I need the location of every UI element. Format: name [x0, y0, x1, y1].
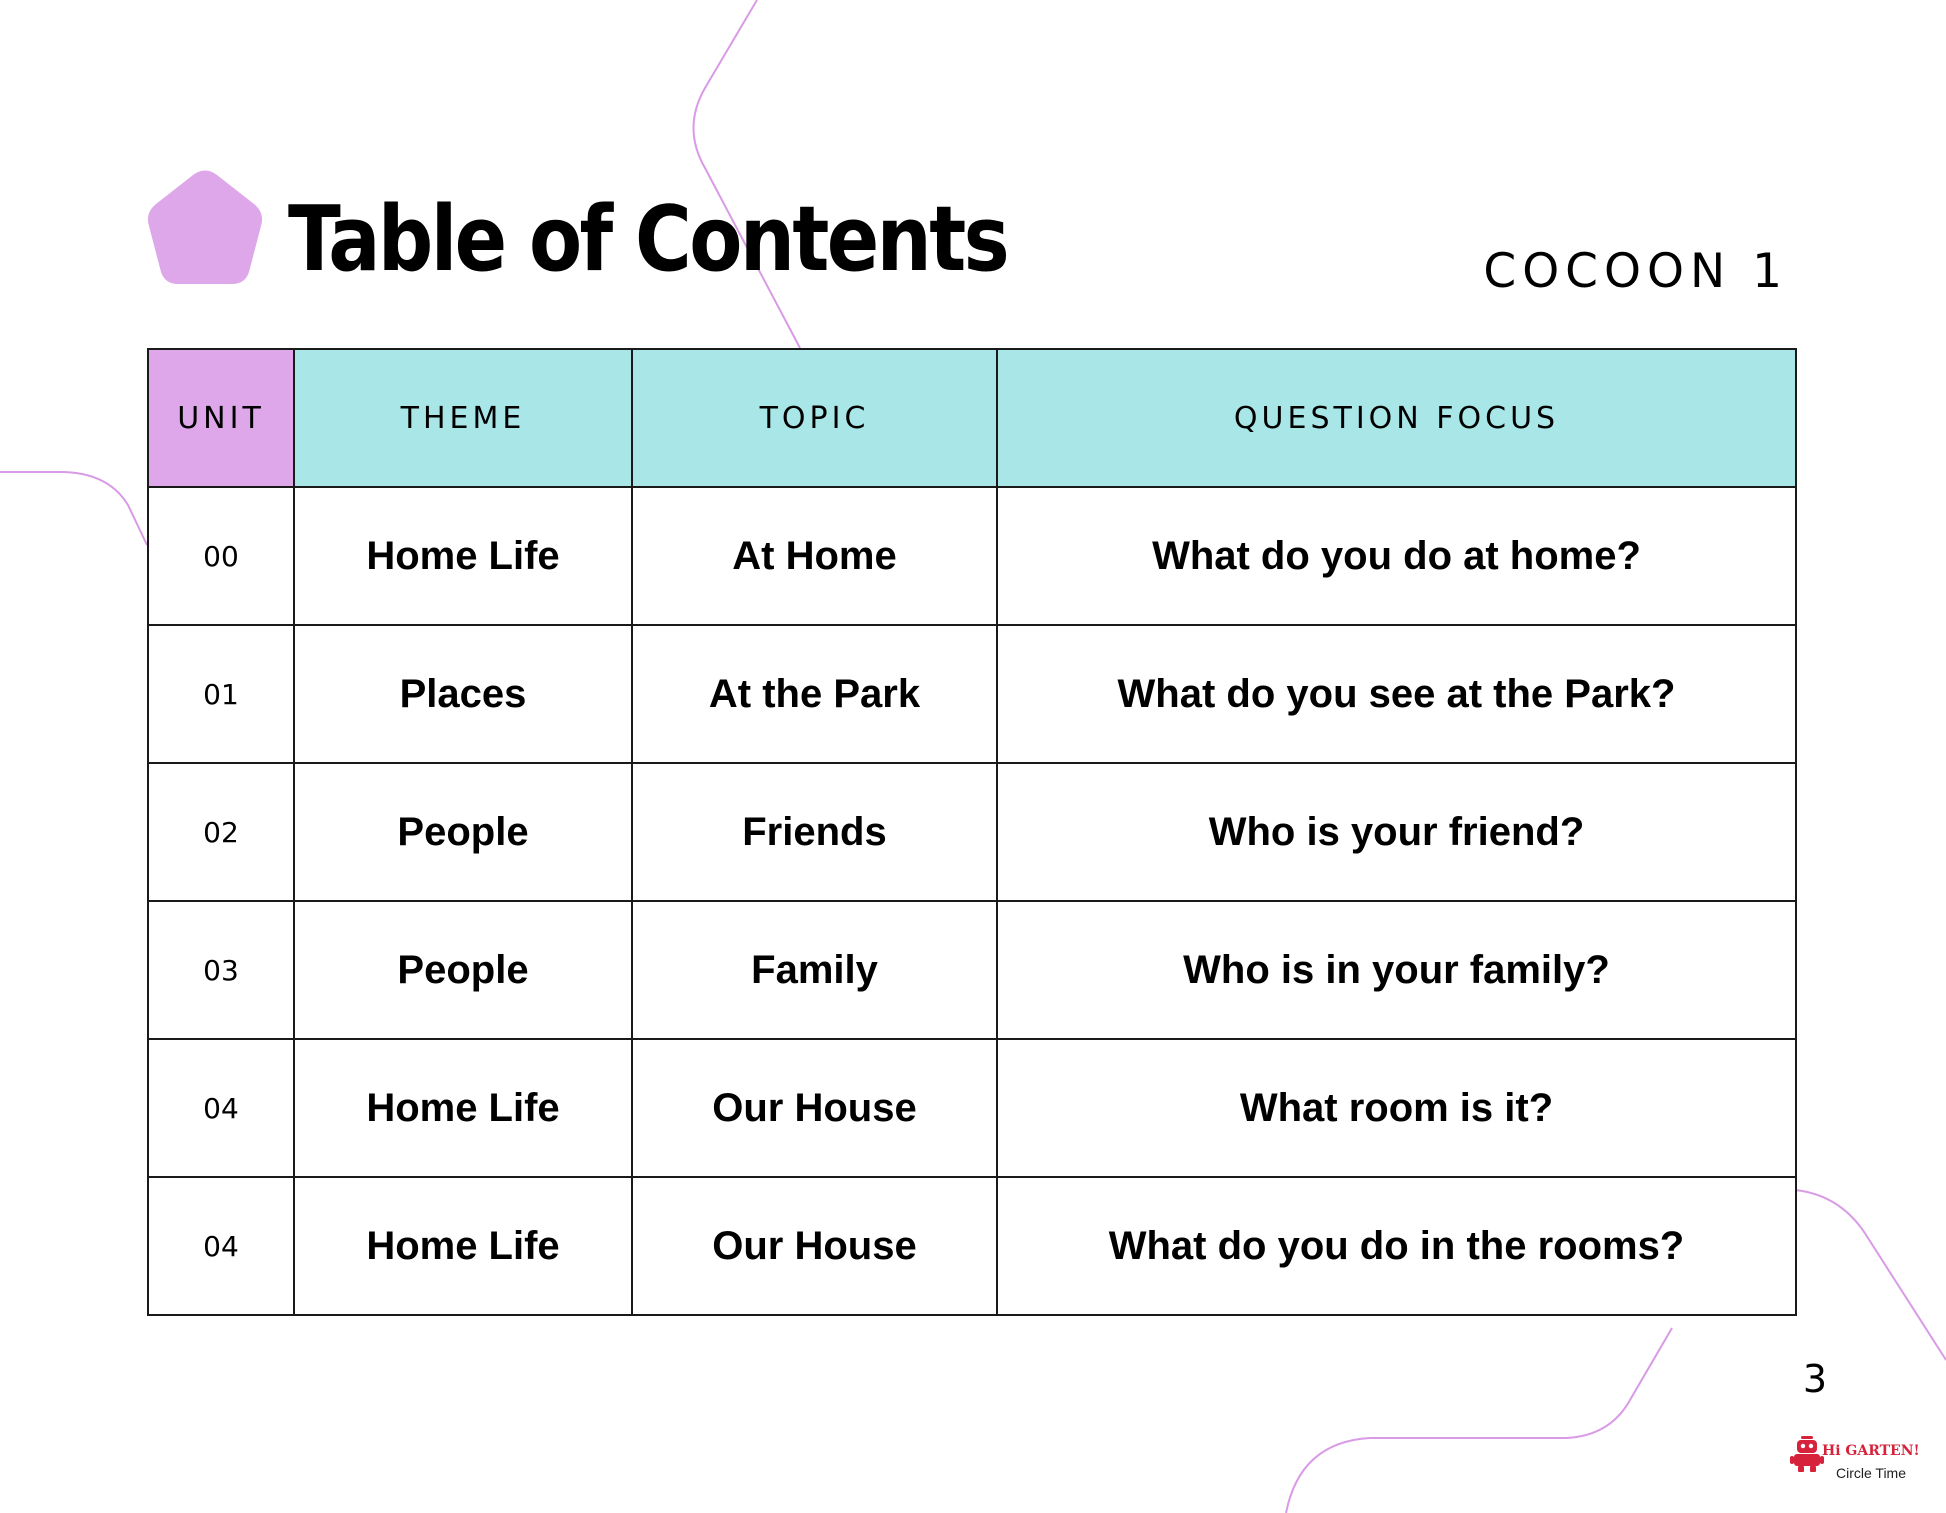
table-row [148, 763, 1796, 901]
decor-line-bottom [1286, 1328, 1672, 1513]
question-cell: Who is in your family? [997, 901, 1796, 1039]
column-header-topic: TOPIC [632, 349, 997, 487]
brand-logo [1790, 1432, 1940, 1492]
unit-cell: 03 [148, 901, 294, 1039]
series-label: COCOON 1 [1483, 244, 1788, 299]
topic-cell: Our House [632, 1177, 997, 1315]
table-row [148, 625, 1796, 763]
topic-cell: Family [632, 901, 997, 1039]
theme-cell: Home Life [294, 1177, 632, 1315]
table-header-row [148, 349, 1796, 487]
topic-cell: At Home [632, 487, 997, 625]
logo-subtitle: Circle Time [1836, 1465, 1907, 1481]
column-header-unit: UNIT [148, 349, 294, 487]
decor-line-left [0, 472, 147, 545]
table-row [148, 487, 1796, 625]
column-header-question-focus: QUESTION FOCUS [997, 349, 1796, 487]
question-cell: What do you do in the rooms? [997, 1177, 1796, 1315]
question-cell: What do you see at the Park? [997, 625, 1796, 763]
column-header-theme: THEME [294, 349, 632, 487]
topic-cell: Our House [632, 1039, 997, 1177]
contents-table [147, 348, 1797, 1316]
pentagon-icon [145, 168, 265, 286]
decor-line-right [1795, 1190, 1946, 1360]
unit-cell: 01 [148, 625, 294, 763]
theme-cell: Places [294, 625, 632, 763]
topic-cell: Friends [632, 763, 997, 901]
page-number: 3 [1802, 1357, 1828, 1401]
unit-cell: 02 [148, 763, 294, 901]
topic-cell: At the Park [632, 625, 997, 763]
table-row [148, 1177, 1796, 1315]
theme-cell: People [294, 901, 632, 1039]
question-cell: Who is your friend? [997, 763, 1796, 901]
theme-cell: Home Life [294, 1039, 632, 1177]
table-row [148, 901, 1796, 1039]
table-row [148, 1039, 1796, 1177]
theme-cell: People [294, 763, 632, 901]
unit-cell: 04 [148, 1177, 294, 1315]
page-title: Table of Contents [288, 187, 1008, 292]
question-cell: What room is it? [997, 1039, 1796, 1177]
unit-cell: 00 [148, 487, 294, 625]
unit-cell: 04 [148, 1039, 294, 1177]
theme-cell: Home Life [294, 487, 632, 625]
question-cell: What do you do at home? [997, 487, 1796, 625]
logo-brand-text: Hi GARTEN! [1822, 1443, 1920, 1459]
robot-icon [1790, 1434, 1824, 1474]
decor-line-top [694, 0, 801, 348]
